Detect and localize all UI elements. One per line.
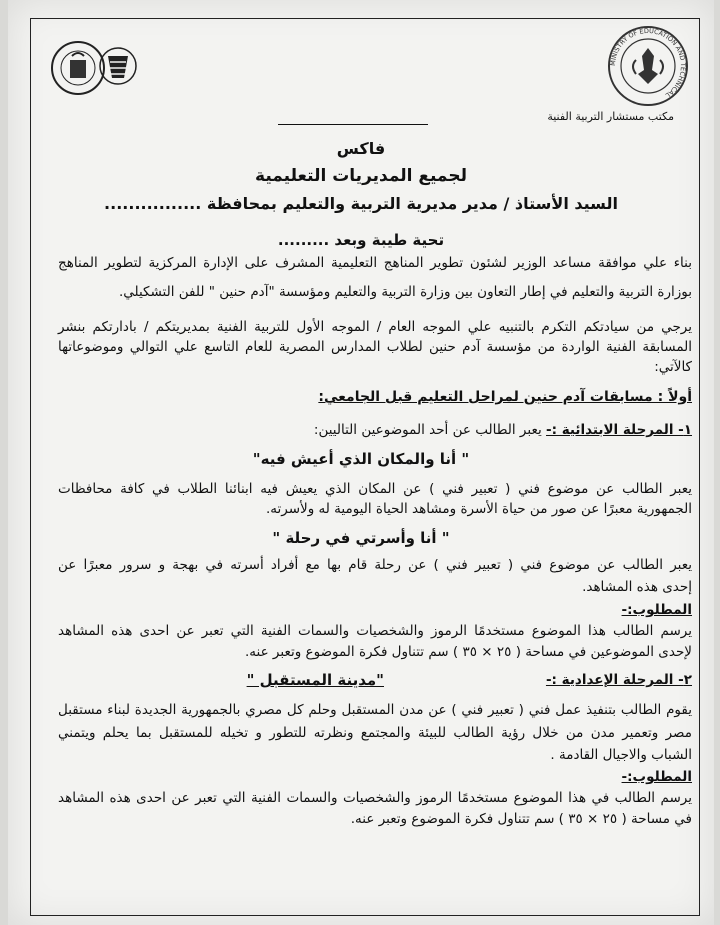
preparatory-topic-title: "مدينة المستقبل ": [246, 671, 384, 689]
ministry-of-education-logo-icon: [606, 24, 690, 108]
section-one-heading: أولاً : مسابقات آدم حنين لمراحل التعليم قبل الجامعي:: [318, 389, 692, 405]
intro-line-2: بوزارة التربية والتعليم في إطار التعاون بين وزارة التربية والتعليم ومؤسسة "آدم حنين " للفن التشكيلي.: [118, 284, 692, 300]
request-line-3: كالآتي:: [654, 359, 692, 375]
topic-2-line-2: إحدى هذه المشاهد.: [582, 579, 692, 595]
request-line-1: يرجي من سيادتكم التكرم بالتنبيه علي الموجه العام / الموجه الأول للتربية الفنية بمديريتكم / بادارتكم بنشر: [58, 319, 692, 335]
seal-emblem-icon: [50, 26, 140, 110]
primary-stage-instruction: يعبر الطالب عن أحد الموضوعين التاليين:: [313, 422, 547, 438]
primary-required-label: المطلوب:-: [621, 602, 692, 618]
preparatory-required-line-1: يرسم الطالب في هذا الموضوع مستخدمًا الرموز والشخصيات والسمات الفنية التي تعبر عن احدى هذه المشاهد: [58, 790, 692, 806]
preparatory-line-2: مصر وتعمير مدن من خلال رؤية الطالب للبيئة والمجتمع ونظرته للتطور و تخيله للمستقبل بما يحلم ويتمني: [58, 725, 692, 741]
topic-1-line-2: الجمهورية معبرًا عن صور من حياة الأسرة ومشاهد الحياة اليومية له ولأسرته.: [265, 501, 692, 517]
preparatory-required-label: المطلوب:-: [621, 769, 692, 785]
preparatory-stage-heading: [546, 671, 692, 689]
office-name: مكتب مستشار التربية الفنية: [547, 110, 674, 123]
svg-text:MINISTRY OF EDUCATION AND TECH: MINISTRY OF EDUCATION AND TECHNICAL: [608, 26, 688, 100]
document-page: [8, 0, 714, 925]
topic-1-line-1: يعبر الطالب عن موضوع فني ( تعبير فني ) عن المكان الذي يعيش فيه ابنائنا الطلاب في كافة محافظات: [58, 481, 692, 497]
addressee: السيد الأستاذ / مدير مديرية التربية والتعليم بمحافظة ................: [104, 194, 618, 213]
intro-line-1: بناء علي موافقة مساعد الوزير لشئون تطوير المناهج التعليمية المشرف على الإدارة المركزية لتطوير المناهج: [58, 255, 692, 271]
topic-1-title: " أنا والمكان الذي أعيش فيه": [252, 450, 470, 468]
divider-line: [278, 124, 428, 125]
preparatory-line-3: الشباب والاجيال القادمة .: [550, 747, 692, 763]
topic-2-line-1: يعبر الطالب عن موضوع فني ( تعبير فني ) عن رحلة قام بها مع أفراد أسرته في بهجة و سرور معبرًا عن: [58, 557, 692, 573]
preparatory-stage-label: ٢- المرحلة الإعدادية :-: [545, 672, 692, 688]
preparatory-required-line-2: في مساحة ( ٢٥ × ٣٥ ) سم تتناول فكرة الموضوع وتعبر عنه.: [350, 811, 692, 827]
primary-required-line-1: يرسم الطالب هذا الموضوع مستخدمًا الرموز والشخصيات والسمات الفنية التي تعبر عن احدى هذه المشاهد: [58, 623, 692, 639]
greeting: تحية طيبة وبعد .........: [277, 231, 445, 249]
primary-stage-heading: [314, 421, 692, 439]
fax-title: فاكس: [336, 139, 386, 158]
request-line-2: المسابقة الفنية الواردة من مؤسسة آدم حنين لطلاب المدارس المصرية للعام التاسع علي التوالي وموضوعاتها: [58, 339, 692, 355]
primary-required-line-2: لإحدى الموضوعين في مساحة ( ٢٥ × ٣٥ ) سم تتناول فكرة الموضوع وتعبر عنه.: [244, 644, 692, 660]
recipients: لجميع المديريات التعليمية: [255, 166, 467, 186]
topic-2-title: " أنا وأسرتي في رحلة ": [272, 529, 450, 547]
primary-stage-label: ١- المرحلة الابتدائية :-: [546, 422, 692, 438]
preparatory-line-1: يقوم الطالب بتنفيذ عمل فني ( تعبير فني ) عن مدن المستقبل وحلم كل مصري بالجمهورية الجديدة لبناء مستقبل: [58, 702, 692, 718]
